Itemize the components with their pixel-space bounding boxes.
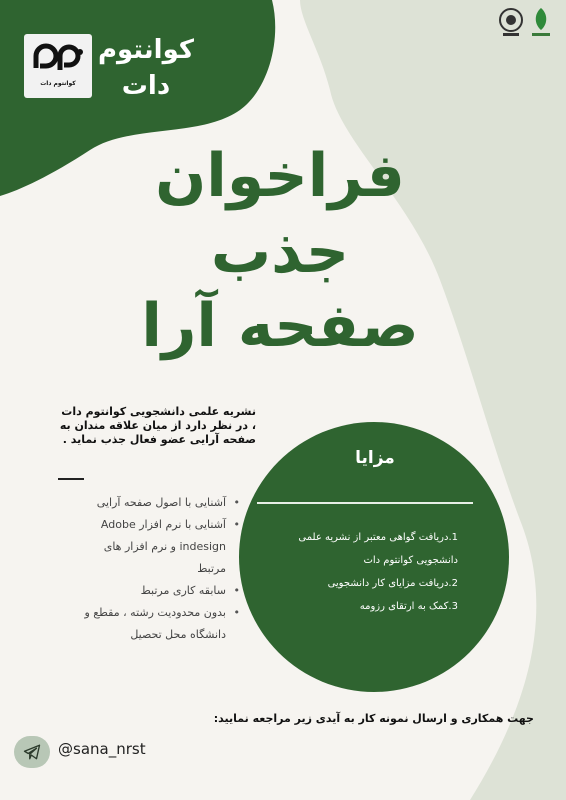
intro-divider bbox=[58, 478, 84, 480]
requirement-item: • سابقه کاری مرتبط bbox=[80, 580, 240, 602]
brand-name-line1: کوانتوم bbox=[97, 35, 195, 65]
requirement-item: • آشنایی با اصول صفحه آرایی bbox=[80, 492, 240, 514]
telegram-button[interactable] bbox=[14, 736, 50, 768]
intro-text: نشریه علمی دانشجویی کوانتوم دات ، در نظر دارد از میان علاقه مندان به صفحه آرایی عضو فعال جذب نماید . bbox=[59, 405, 256, 446]
benefits-list bbox=[292, 526, 458, 618]
title-line3: صفحه آرا bbox=[141, 291, 419, 361]
quantum-dot-logo-icon bbox=[30, 42, 86, 76]
contact-handle-link[interactable]: @sana_nrst bbox=[58, 740, 146, 758]
benefits-divider bbox=[257, 502, 473, 504]
requirement-item: • بدون محدودیت رشته ، مقطع و دانشگاه محل تحصیل bbox=[80, 602, 240, 646]
university-emblem-icon bbox=[498, 6, 524, 38]
title-line1: فراخوان bbox=[155, 141, 405, 211]
brand-name bbox=[81, 32, 211, 104]
brand-name-line2: دات bbox=[121, 71, 171, 101]
requirement-item: • آشنایی با نرم افزار Adobe indesign و نرم افزار های مرتبط bbox=[80, 514, 240, 580]
requirements-list bbox=[80, 492, 240, 646]
benefit-item: 1.دریافت گواهی معتبر از نشریه علمی دانشجویی کوانتوم دات bbox=[298, 532, 458, 566]
telegram-icon bbox=[23, 743, 41, 761]
benefit-item: 2.دریافت مزایای کار دانشجویی bbox=[327, 578, 458, 589]
benefits-title: مزایا bbox=[355, 448, 395, 468]
benefit-item: 3.کمک به ارتقای رزومه bbox=[359, 601, 458, 612]
logo-caption: کوانتوم دات bbox=[40, 80, 76, 87]
title-line2: جذب bbox=[210, 217, 350, 287]
ministry-emblem-icon bbox=[528, 6, 554, 38]
contact-text: جهت همکاری و ارسال نمونه کار به آیدی زیر مراجعه نمایید: bbox=[213, 712, 534, 725]
